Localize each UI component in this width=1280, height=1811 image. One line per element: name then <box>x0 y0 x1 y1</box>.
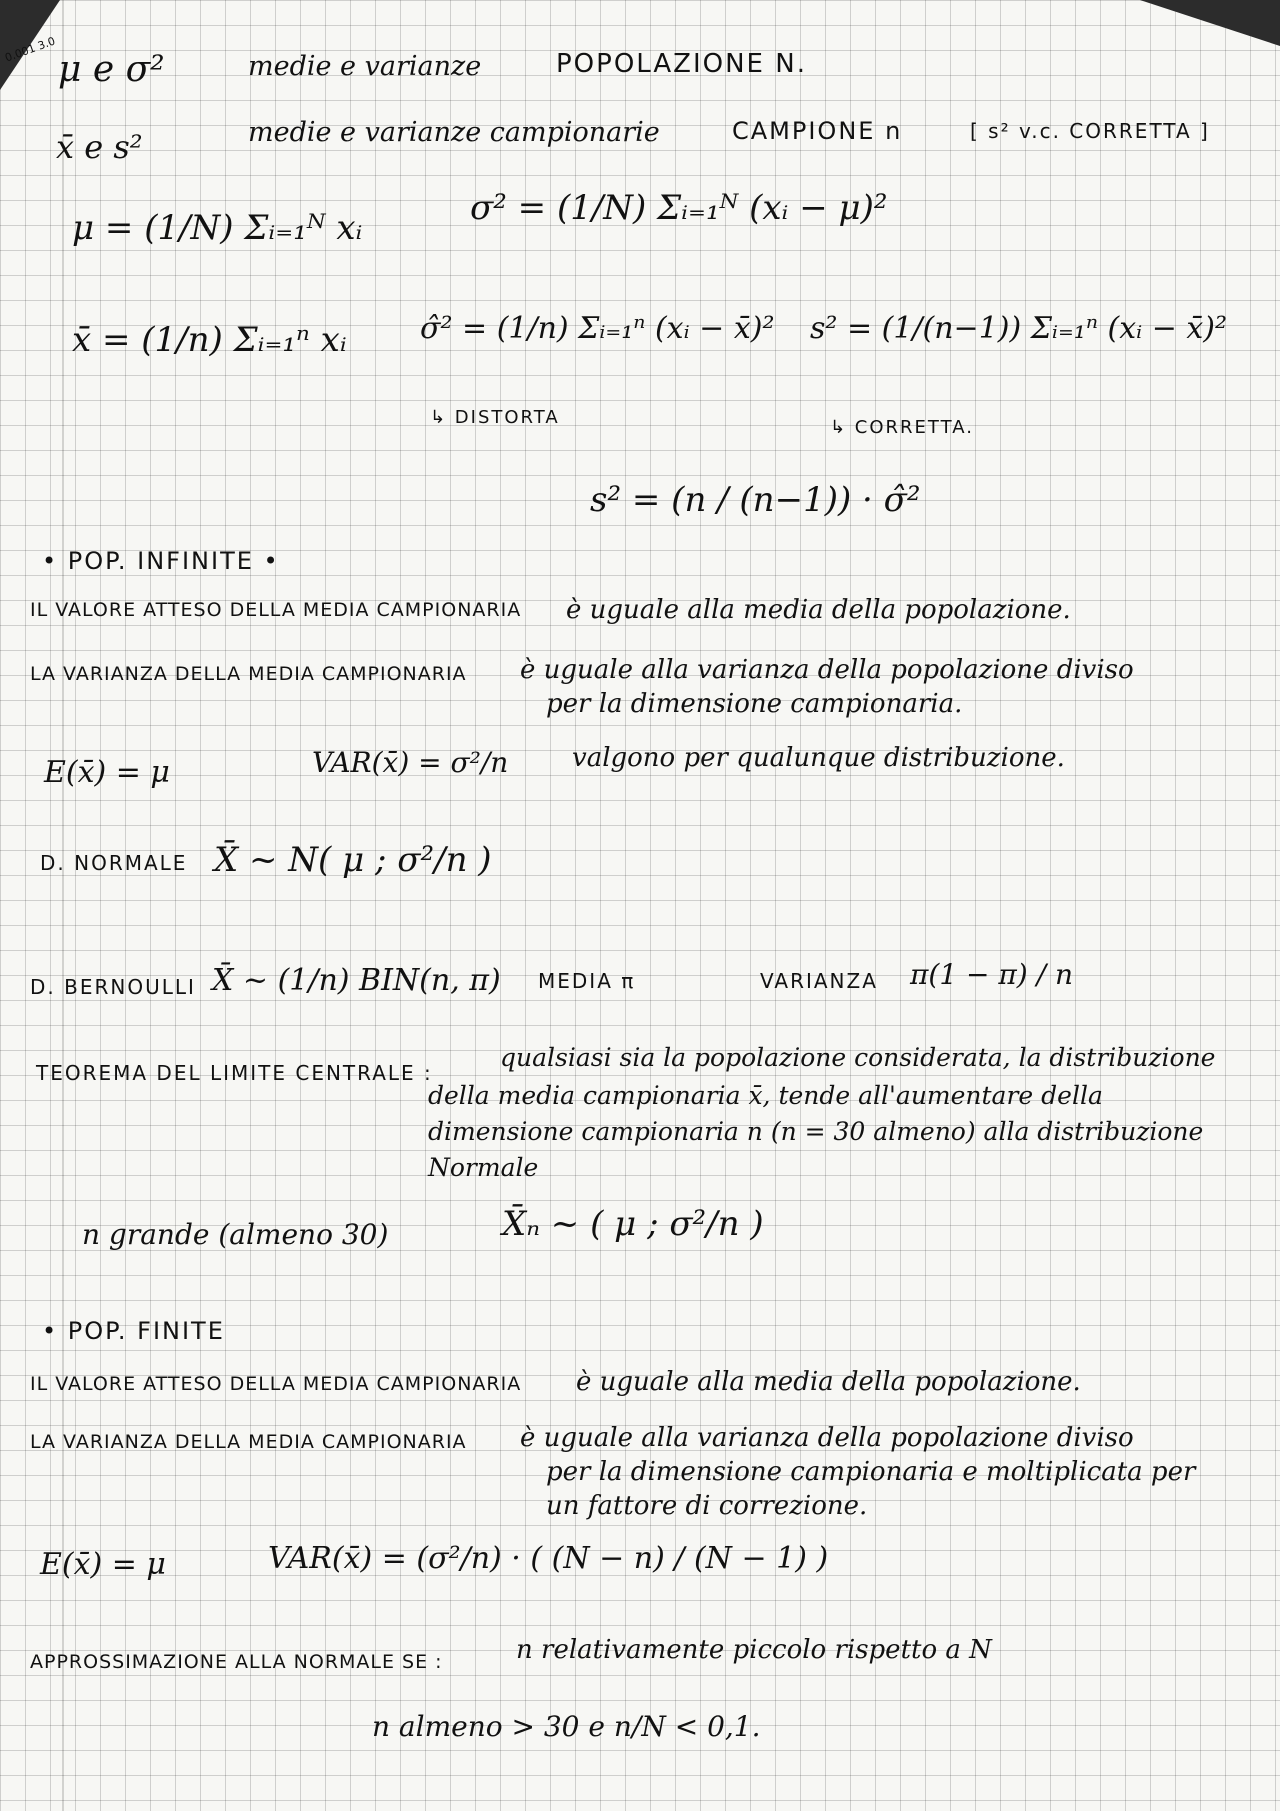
finite-variance-caps: LA VARIANZA DELLA MEDIA CAMPIONARIA <box>30 1431 467 1453</box>
clt-label: TEOREMA DEL LIMITE CENTRALE : <box>36 1061 433 1085</box>
header-symbols-population: μ e σ² <box>58 49 165 90</box>
infinite-validity-note: valgono per qualunque distribuzione. <box>572 743 1065 773</box>
finite-expected-text: è uguale alla media della popolazione. <box>576 1367 1081 1397</box>
formula-population-variance: σ² = (1/N) Σᵢ₌₁ᴺ (xᵢ − μ)² <box>470 188 888 228</box>
large-n-formula: X̄ₙ ~ ( μ ; σ²/n ) <box>502 1204 764 1244</box>
infinite-expected-text: è uguale alla media della popolazione. <box>566 595 1071 625</box>
normal-formula: X̄ ~ N( μ ; σ²/n ) <box>214 840 492 880</box>
clt-line-4: Normale <box>428 1153 539 1182</box>
bernoulli-variance-label: VARIANZA <box>760 969 878 993</box>
section-heading-finite: • POP. FINITE <box>42 1317 225 1345</box>
formula-sample-variance-corrected: s² = (1/(n−1)) Σᵢ₌₁ⁿ (xᵢ − x̄)² <box>810 311 1228 346</box>
margin-line <box>62 0 64 1811</box>
finite-variance-text: è uguale alla varianza della popolazione diviso <box>520 1423 1134 1453</box>
finite-variance-text-2: per la dimensione campionaria e moltiplicata per <box>546 1457 1196 1487</box>
approx-caps: APPROSSIMAZIONE ALLA NORMALE SE : <box>30 1651 443 1673</box>
infinite-variance-caps: LA VARIANZA DELLA MEDIA CAMPIONARIA <box>30 663 467 685</box>
header-population-text: medie e varianze <box>248 51 482 82</box>
scan-corner-shadow-right <box>1140 0 1280 46</box>
header-corrected-note: [ s² v.c. CORRETTA ] <box>970 119 1210 143</box>
formula-population-mean: μ = (1/N) Σᵢ₌₁ᴺ xᵢ <box>72 208 363 248</box>
approx-condition: n almeno > 30 e n/N < 0,1. <box>372 1710 761 1743</box>
formula-sample-variance-biased: σ̂² = (1/n) Σᵢ₌₁ⁿ (xᵢ − x̄)² <box>420 311 775 346</box>
infinite-variance-text: è uguale alla varianza della popolazione diviso <box>520 655 1134 685</box>
infinite-variance-text-2: per la dimensione campionaria. <box>546 689 963 719</box>
infinite-variance-formula: VAR(x̄) = σ²/n <box>312 746 509 779</box>
header-population-caps: POPOLAZIONE N. <box>556 49 807 79</box>
clt-line-2: della media campionaria x̄, tende all'aumentare della <box>428 1081 1103 1110</box>
bernoulli-label: D. BERNOULLI <box>30 975 196 999</box>
finite-expected-formula: E(x̄) = μ <box>40 1547 166 1582</box>
header-sample-text: medie e varianze campionarie <box>248 117 660 148</box>
section-heading-infinite: • POP. INFINITE • <box>42 547 280 575</box>
clt-line-3: dimensione campionaria n (n = 30 almeno) alla distribuzione <box>428 1117 1204 1146</box>
label-corretta: ↳ CORRETTA. <box>830 417 974 438</box>
infinite-expected-caps: IL VALORE ATTESO DELLA MEDIA CAMPIONARIA <box>30 599 522 621</box>
finite-variance-text-3: un fattore di correzione. <box>546 1491 868 1521</box>
finite-variance-formula: VAR(x̄) = (σ²/n) · ( (N − n) / (N − 1) ) <box>268 1541 829 1576</box>
label-distorta: ↳ DISTORTA <box>430 407 560 428</box>
corner-numbers: 0.001 3.0 <box>3 34 57 65</box>
formula-variance-relation: s² = (n / (n−1)) · σ̂² <box>590 480 921 520</box>
large-n-text: n grande (almeno 30) <box>82 1218 389 1251</box>
clt-line-1: qualsiasi sia la popolazione considerata, la distribuzione <box>500 1043 1216 1072</box>
infinite-expected-formula: E(x̄) = μ <box>44 755 170 790</box>
approx-text: n relativamente piccolo rispetto a N <box>516 1635 992 1665</box>
bernoulli-mean: MEDIA π <box>538 969 636 993</box>
header-symbols-sample: x̄ e s² <box>56 128 143 166</box>
bernoulli-formula: X̄ ~ (1/n) BIN(n, π) <box>212 963 501 998</box>
bernoulli-variance-formula: π(1 − π) / n <box>910 958 1073 991</box>
header-sample-caps: CAMPIONE n <box>732 117 903 145</box>
normal-label: D. NORMALE <box>40 851 188 875</box>
formula-sample-mean: x̄ = (1/n) Σᵢ₌₁ⁿ xᵢ <box>72 320 347 360</box>
finite-expected-caps: IL VALORE ATTESO DELLA MEDIA CAMPIONARIA <box>30 1373 522 1395</box>
